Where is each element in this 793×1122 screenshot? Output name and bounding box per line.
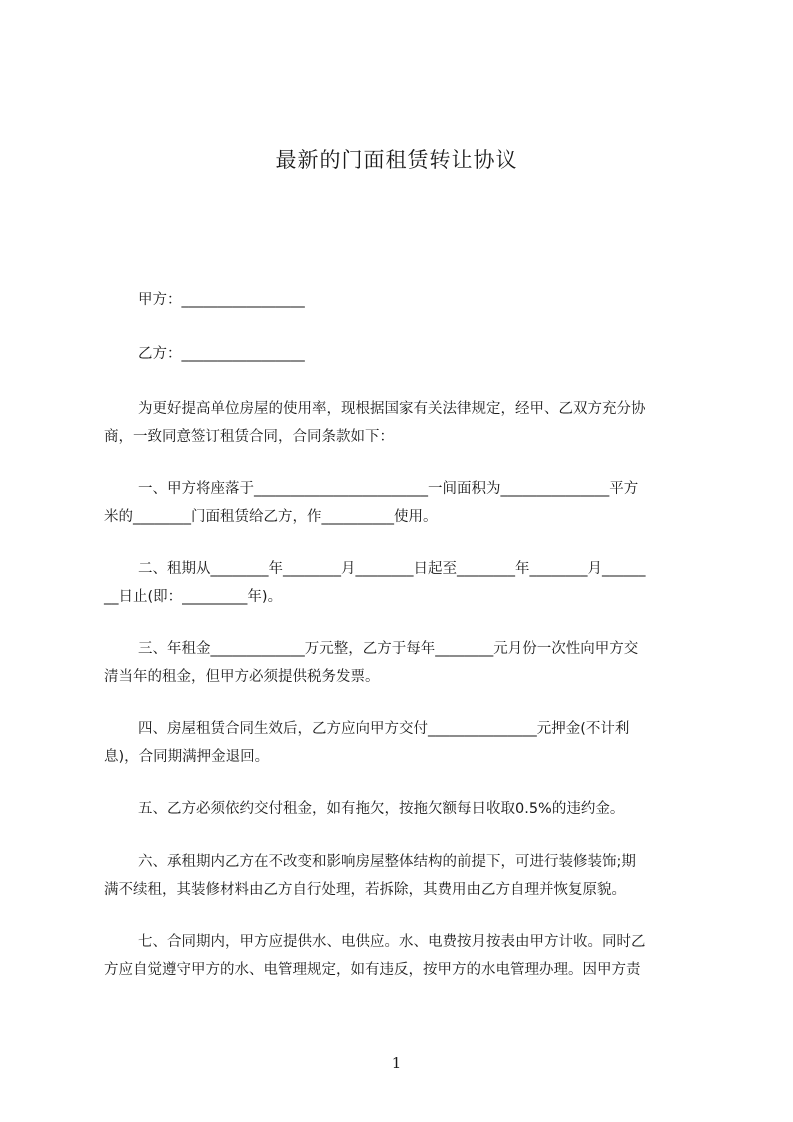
clause-6-line-2: 满不续租，其装修材料由乙方自行处理，若拆除，其费用由乙方自理并恢复原貌。 bbox=[104, 882, 626, 898]
clause-3-line-2: 清当年的租金，但甲方必须提供税务发票。 bbox=[104, 669, 380, 685]
intro-paragraph bbox=[104, 395, 704, 451]
party-a-line: 甲方：_________________ bbox=[138, 292, 305, 308]
clause-1-line-1: 一、甲方将座落于________________________一间面积为_______________平方 bbox=[138, 481, 639, 497]
document-title: 最新的门面租赁转让协议 bbox=[275, 148, 518, 172]
clause-3-line-1: 三、年租金_____________万元整，乙方于每年________元月份一次性向甲方交 bbox=[138, 641, 639, 657]
clause-5-paragraph bbox=[104, 795, 704, 823]
clause-3-paragraph bbox=[104, 635, 704, 691]
clause-1-line-2: 米的________门面租赁给乙方，作__________使用。 bbox=[104, 509, 438, 525]
clause-7-line-1: 七、合同期内，甲方应提供水、电供应。水、电费按月按表由甲方计收。同时乙 bbox=[138, 934, 646, 950]
clause-1-paragraph bbox=[104, 475, 704, 531]
intro-line-2: 商，一致同意签订租赁合同，合同条款如下： bbox=[104, 429, 394, 445]
party-b-line: 乙方：_________________ bbox=[138, 346, 305, 362]
clause-6-line-1: 六、承租期内乙方在不改变和影响房屋整体结构的前提下，可进行装修装饰;期 bbox=[138, 854, 636, 870]
clause-4-line-2: 息)，合同期满押金退回。 bbox=[104, 749, 270, 765]
clause-2-line-1: 二、租期从________年________月________日起至________年________月______ bbox=[138, 561, 646, 577]
clause-5-line-1: 五、乙方必须依约交付租金，如有拖欠，按拖欠额每日收取0.5%的违约金。 bbox=[138, 801, 625, 817]
clause-4-paragraph bbox=[104, 715, 704, 771]
intro-line-1: 为更好提高单位房屋的使用率，现根据国家有关法律规定，经甲、乙双方充分协 bbox=[138, 401, 646, 417]
clause-4-line-1: 四、房屋租赁合同生效后，乙方应向甲方交付_______________元押金(不计利 bbox=[138, 721, 630, 737]
clause-2-line-2: __日止(即：_________年)。 bbox=[104, 589, 283, 605]
clause-6-paragraph bbox=[104, 848, 704, 904]
page-number: 1 bbox=[391, 1054, 402, 1072]
clause-2-paragraph bbox=[104, 555, 704, 611]
clause-7-paragraph bbox=[104, 928, 704, 984]
clause-7-line-2: 方应自觉遵守甲方的水、电管理规定，如有违反，按甲方的水电管理办理。因甲方责 bbox=[104, 962, 641, 978]
